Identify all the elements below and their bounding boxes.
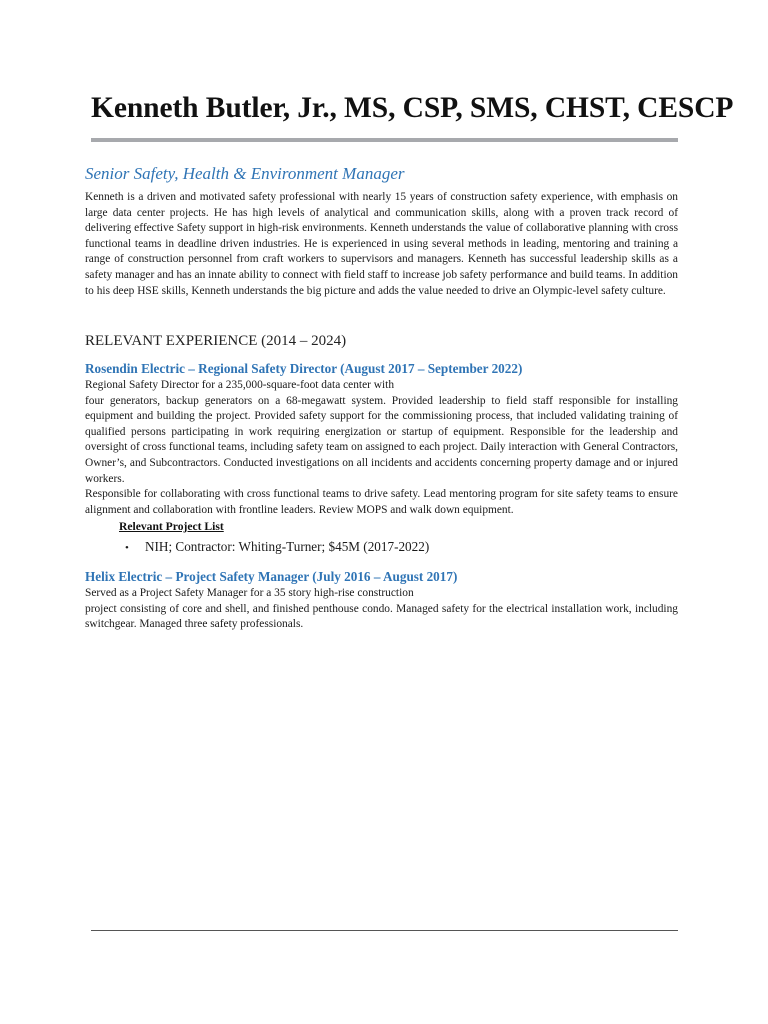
project-text: NIH; Contractor: Whiting-Turner; $45M (2017-2022) [145,539,430,554]
job-title-rosendin: Rosendin Electric – Regional Safety Director (August 2017 – September 2022) [85,361,523,376]
job-first-line: Regional Safety Director for a 235,000-square-foot data center with [85,379,395,391]
summary-paragraph: Kenneth is a driven and motivated safety professional with nearly 15 years of construction safety experience, with emphasis on large data center projects. He has high levels of analytical and communication skills, along with a proven track record of delivering effective Safety support in high-risk environments. Kenneth understands the value of collaborative planning with cross functional teams in deadline driven industries. He is experienced in using several methods in leading, mentoring and training a range of construction personnel from craft workers to supervisors and managers. Kenneth has successful leadership skills as a safety manager and has an innate ability to connect with field staff to increase job safety performance and build teams. In addition to his deep HSE skills, Kenneth understands the big picture and adds the value needed to drive an Olympic-level safety culture. [85,191,678,297]
footer-divider [91,930,678,931]
project-list-item [125,538,429,557]
job-first-line: Served as a Project Safety Manager for a 35 story high-rise construction [85,587,414,599]
experience-heading: RELEVANT EXPERIENCE (2014 – 2024) [85,333,347,349]
role-title: Senior Safety, Health & Environment Manager [85,164,405,183]
title-divider [91,138,678,142]
job-paragraph: Responsible for collaborating with cross functional teams to drive safety. Lead mentoring program for site safety teams to ensure alignment and collaboration with frontline leaders. Review MOPS and walk down equipment. [85,488,678,516]
projects-label: Relevant Project List [119,520,224,533]
job-title-helix: Helix Electric – Project Safety Manager (July 2016 – August 2017) [85,569,458,584]
job-description-rosendin [85,378,678,518]
candidate-name: Kenneth Butler, Jr., MS, CSP, SMS, CHST, CESCP [91,92,734,124]
job-description-helix [85,586,678,633]
job-paragraph: four generators, backup generators on a 68-megawatt system. Provided leadership to field staff responsible for installing equipment and building the project. Provided safety support for the commissioning process, that included validating training of qualified persons participating in work requiring energization or startup of equipment. Responsible for the leadership and oversight of cross functional teams, including safety team on assigned to each project. Daily interaction with General Contractors, Owner’s, and Subcontractors. Conducted investigations on all incidents and accidents concerning property damage and or injured workers. [85,394,678,485]
bullet-icon: • [125,542,129,554]
project-list [125,538,429,557]
job-paragraph: project consisting of core and shell, and finished penthouse condo. Managed safety for the electrical installation work, including switchgear. Managed three safety professionals. [85,602,678,631]
